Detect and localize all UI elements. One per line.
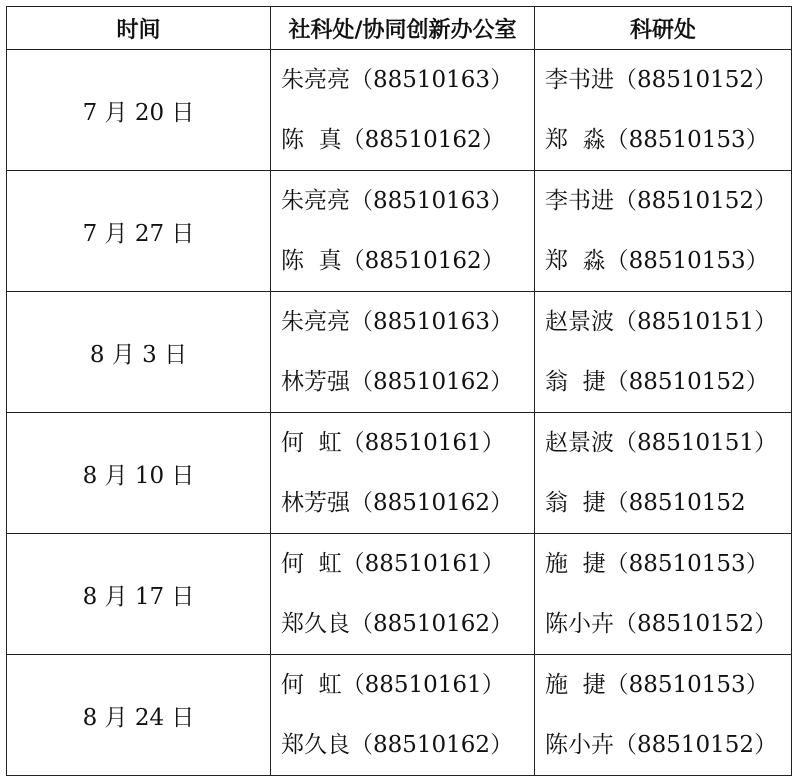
staff-entry (281, 655, 534, 715)
staff-name: 陈小卉 (545, 732, 614, 758)
staff-entry (281, 715, 534, 775)
staff-entry (545, 534, 791, 594)
staff-entry (281, 594, 534, 654)
staff-phone: （88510162） (350, 611, 514, 637)
staff-name: 朱亮亮 (281, 67, 350, 93)
staff-name: 郑 淼 (545, 127, 606, 153)
staff-name: 陈 真 (281, 127, 342, 153)
header-row (7, 7, 792, 50)
staff-phone: （88510161） (341, 430, 505, 456)
staff-phone: （88510162） (350, 732, 514, 758)
staff-phone: （88510153） (605, 551, 769, 577)
staff-name: 何 虹 (281, 672, 342, 698)
staff-name: 赵景波 (545, 309, 614, 335)
table-row (7, 534, 792, 655)
staff-entry (281, 413, 534, 473)
table-row (7, 292, 792, 413)
staff-name: 林芳强 (281, 490, 350, 516)
table-row (7, 413, 792, 534)
staff-entry (281, 110, 534, 170)
staff-phone: （88510162） (350, 490, 514, 516)
staff-phone: （88510163） (350, 67, 514, 93)
staff-name: 翁 捷 (545, 369, 606, 395)
table-header (7, 7, 792, 50)
staff-name: 翁 捷 (545, 490, 606, 516)
office-b-cell (535, 50, 792, 171)
staff-name: 林芳强 (281, 369, 350, 395)
table-row (7, 655, 792, 776)
staff-phone: （88510162） (341, 248, 505, 274)
staff-name: 郑久良 (281, 732, 350, 758)
staff-phone: （88510161） (341, 551, 505, 577)
staff-entry (545, 473, 791, 533)
staff-entry (545, 171, 791, 231)
staff-phone: （88510151） (614, 309, 778, 335)
staff-name: 郑久良 (281, 611, 350, 637)
office-a-cell (271, 50, 535, 171)
staff-phone: （88510162） (341, 127, 505, 153)
date-cell: 8 月 24 日 (7, 655, 271, 776)
staff-phone: （88510152） (614, 732, 778, 758)
staff-entry (545, 110, 791, 170)
staff-name: 何 虹 (281, 430, 342, 456)
date-cell: 8 月 3 日 (7, 292, 271, 413)
staff-phone: （88510152） (614, 188, 778, 214)
staff-entry (281, 473, 534, 533)
staff-phone: （88510152 (605, 490, 746, 516)
office-a-cell (271, 534, 535, 655)
office-b-cell (535, 655, 792, 776)
staff-phone: （88510152） (614, 611, 778, 637)
staff-entry (545, 594, 791, 654)
table-body (7, 50, 792, 776)
staff-name: 朱亮亮 (281, 188, 350, 214)
header-office-a: 社科处/协同创新办公室 (271, 7, 535, 50)
office-a-cell (271, 171, 535, 292)
staff-entry (281, 352, 534, 412)
table-row (7, 50, 792, 171)
date-cell: 8 月 10 日 (7, 413, 271, 534)
staff-name: 朱亮亮 (281, 309, 350, 335)
office-a-cell (271, 292, 535, 413)
staff-entry (281, 292, 534, 352)
office-b-cell (535, 413, 792, 534)
staff-phone: （88510153） (605, 248, 769, 274)
office-a-cell (271, 655, 535, 776)
staff-entry (281, 50, 534, 110)
table-row (7, 171, 792, 292)
staff-entry (281, 171, 534, 231)
staff-phone: （88510152） (605, 369, 769, 395)
staff-name: 李书进 (545, 188, 614, 214)
duty-schedule-table (6, 6, 792, 776)
staff-entry (545, 231, 791, 291)
staff-phone: （88510151） (614, 430, 778, 456)
staff-phone: （88510163） (350, 309, 514, 335)
date-cell: 7 月 27 日 (7, 171, 271, 292)
staff-name: 何 虹 (281, 551, 342, 577)
date-cell: 7 月 20 日 (7, 50, 271, 171)
staff-entry (281, 534, 534, 594)
staff-phone: （88510163） (350, 188, 514, 214)
staff-name: 陈小卉 (545, 611, 614, 637)
staff-entry (545, 352, 791, 412)
office-b-cell (535, 171, 792, 292)
staff-entry (281, 231, 534, 291)
staff-entry (545, 292, 791, 352)
staff-phone: （88510161） (341, 672, 505, 698)
office-b-cell (535, 534, 792, 655)
staff-name: 郑 淼 (545, 248, 606, 274)
office-a-cell (271, 413, 535, 534)
office-b-cell (535, 292, 792, 413)
staff-phone: （88510153） (605, 127, 769, 153)
staff-phone: （88510153） (605, 672, 769, 698)
staff-name: 李书进 (545, 67, 614, 93)
staff-name: 施 捷 (545, 672, 606, 698)
staff-name: 陈 真 (281, 248, 342, 274)
staff-entry (545, 50, 791, 110)
header-office-b: 科研处 (535, 7, 792, 50)
header-time: 时间 (7, 7, 271, 50)
staff-phone: （88510162） (350, 369, 514, 395)
staff-entry (545, 655, 791, 715)
staff-name: 赵景波 (545, 430, 614, 456)
staff-entry (545, 715, 791, 775)
staff-entry (545, 413, 791, 473)
staff-name: 施 捷 (545, 551, 606, 577)
date-cell: 8 月 17 日 (7, 534, 271, 655)
staff-phone: （88510152） (614, 67, 778, 93)
